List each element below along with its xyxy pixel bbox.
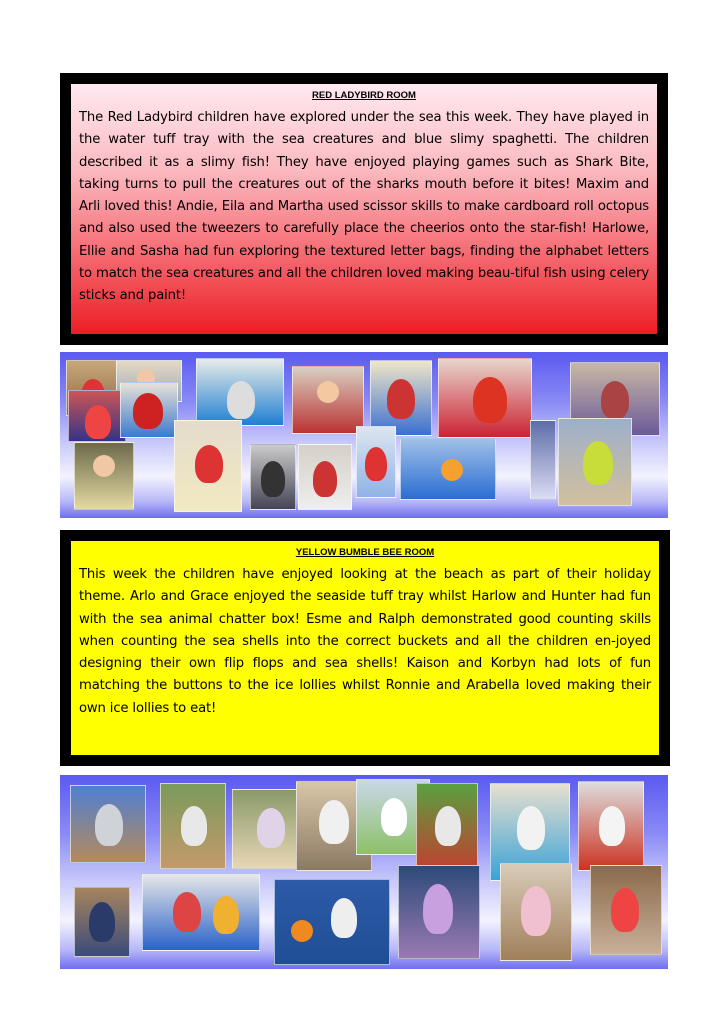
yellow-bumble-bee-heading: YELLOW BUMBLE BEE ROOM: [295, 547, 435, 558]
photo: [370, 360, 432, 436]
photo: [578, 781, 644, 871]
photo: [160, 783, 226, 869]
photo: [500, 863, 572, 961]
photo: [74, 887, 130, 957]
photo: [438, 358, 532, 438]
photo: [530, 420, 556, 500]
photo: [400, 438, 496, 500]
photo: [68, 390, 126, 442]
photo: [120, 382, 178, 438]
photo: [298, 444, 352, 510]
yellow-room-photo-collage: [60, 775, 668, 969]
photo: [398, 865, 480, 959]
yellow-bumble-bee-text: This week the children have enjoyed looking at the beach as part of their holiday theme. Arlo and Grace enjoyed the seaside tuff tray whilst Harlow and Hunter had fun with the sea animal chatter box! Esme and Ralph demonstrated good counting skills when counting the sea shells into the correct buckets and all the children en-joyed designing their own flip flops and sea shells! Kaison and Korbyn had lots of fun matching the buttons to the ice lollies whilst Ronnie and Arabella loved making their own ice lollies to eat!: [79, 567, 651, 716]
photo: [356, 426, 396, 498]
red-ladybird-content: [71, 84, 657, 334]
photo: [196, 358, 284, 426]
photo: [142, 873, 260, 951]
photo: [558, 418, 632, 506]
photo: [232, 789, 306, 869]
photo: [174, 420, 242, 512]
photo: [292, 366, 364, 434]
yellow-bumble-bee-content: [71, 541, 659, 755]
photo: [250, 444, 296, 510]
photo: [70, 785, 146, 863]
photo: [590, 865, 662, 955]
photo: [416, 783, 478, 871]
red-ladybird-panel: [60, 73, 668, 345]
red-room-photo-collage: [60, 352, 668, 518]
red-ladybird-heading: RED LADYBIRD ROOM: [312, 90, 416, 101]
photo: [74, 442, 134, 510]
yellow-bumble-bee-panel: [60, 530, 670, 766]
red-ladybird-text: The Red Ladybird children have explored under the sea this week. They have played in the water tuff tray with the sea creatures and blue slimy spaghetti. The children described it as a slimy fish! They have enjoyed playing games such as Shark Bite, taking turns to pull the creatures out of the sharks mouth before it bites! Maxim and Arli loved this! Andie, Eila and Martha used scissor skills to make cardboard roll octopus and also used the tweezers to carefully place the cheerios onto the star-fish! Harlowe, Ellie and Sasha had fun exploring the textured letter bags, finding the alphabet letters to match the sea creatures and all the children loved making beau-tiful fish using celery sticks and paint!: [79, 110, 649, 304]
photo: [274, 879, 390, 965]
